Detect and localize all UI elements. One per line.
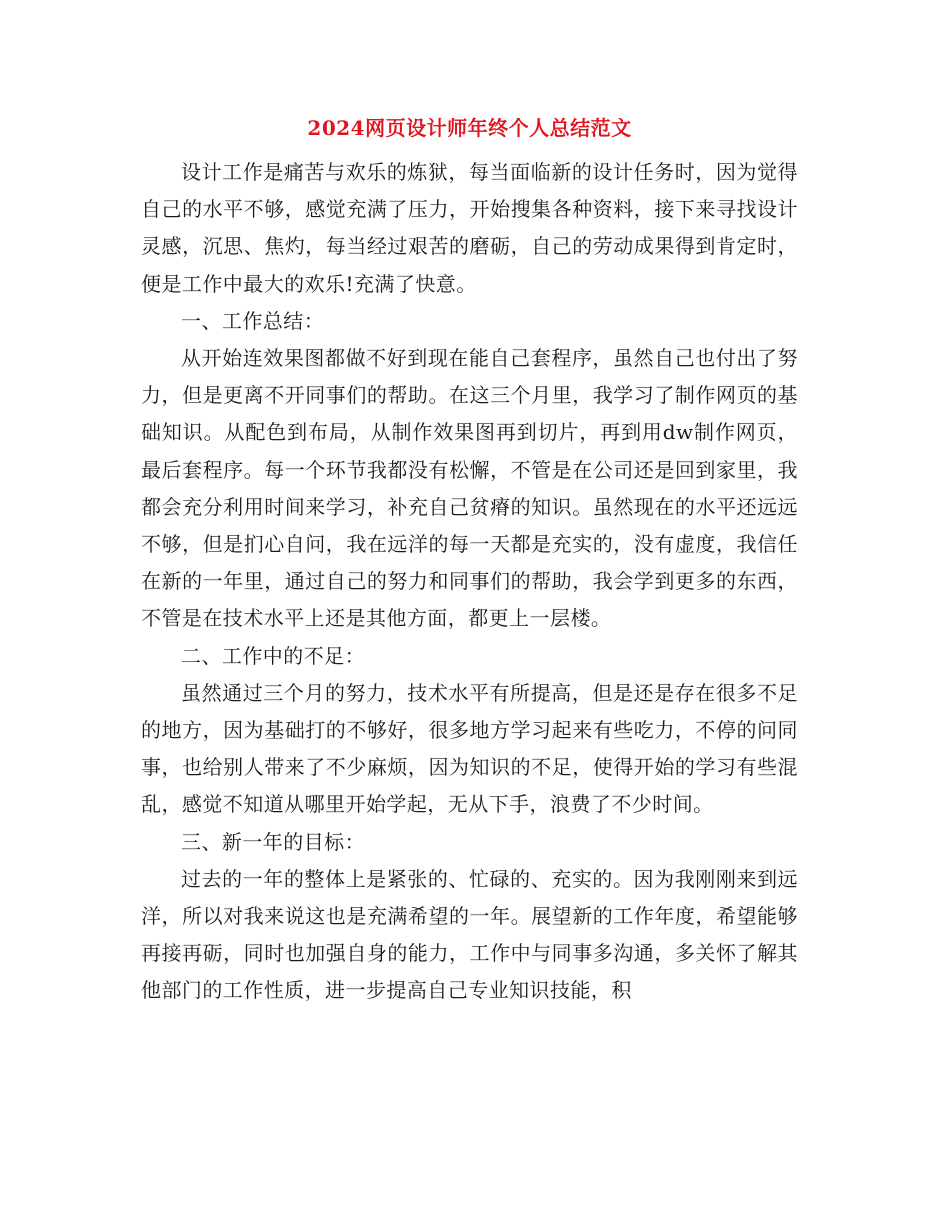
section-heading-new-year-goals: 三、新一年的目标： <box>181 829 366 854</box>
intro-paragraph: 设计工作是痛苦与欢乐的炼狱，每当面临新的设计任务时，因为觉得自己的水平不够，感觉充满了压力，开始搜集各种资料，接下来寻找设计灵感，沉思、焦灼，每当经过艰苦的磨砺，自己的劳动成果得到肯定时，便是工作中最大的欢乐!充满了快意。 <box>141 160 798 296</box>
document-page <box>141 112 798 1010</box>
section-heading-shortcomings: 二、工作中的不足： <box>181 643 366 668</box>
section-heading-work-summary: 一、工作总结： <box>181 308 325 333</box>
section-body-work-summary: 从开始连效果图都做不好到现在能自己套程序，虽然自己也付出了努力，但是更离不开同事们的帮助。在这三个月里，我学习了制作网页的基础知识。从配色到布局，从制作效果图再到切片，再到用dw制作网页，最后套程序。每一个环节我都没有松懈，不管是在公司还是回到家里，我都会充分利用时间来学习，补充自己贫瘠的知识。虽然现在的水平还远远不够，但是扪心自问，我在远洋的每一天都是充实的，没有虚度，我信任在新的一年里，通过自己的努力和同事们的帮助，我会学到更多的东西，不管是在技术水平上还是其他方面，都更上一层楼。 <box>141 346 798 631</box>
section-body-shortcomings: 虽然通过三个月的努力，技术水平有所提高，但是还是存在很多不足的地方，因为基础打的不够好，很多地方学习起来有些吃力，不停的问同事，也给别人带来了不少麻烦，因为知识的不足，使得开始的学习有些混乱，感觉不知道从哪里开始学起，无从下手，浪费了不少时间。 <box>141 680 798 817</box>
section-body-new-year-goals: 过去的一年的整体上是紧张的、忙碌的、充实的。因为我刚刚来到远洋，所以对我来说这也是充满希望的一年。展望新的工作年度，希望能够再接再砺，同时也加强自身的能力，工作中与同事多沟通，多关怀了解其他部门的工作性质，进一步提高自己专业知识技能，积 <box>141 866 798 1003</box>
document-title: 2024网页设计师年终个人总结范文 <box>307 116 632 140</box>
